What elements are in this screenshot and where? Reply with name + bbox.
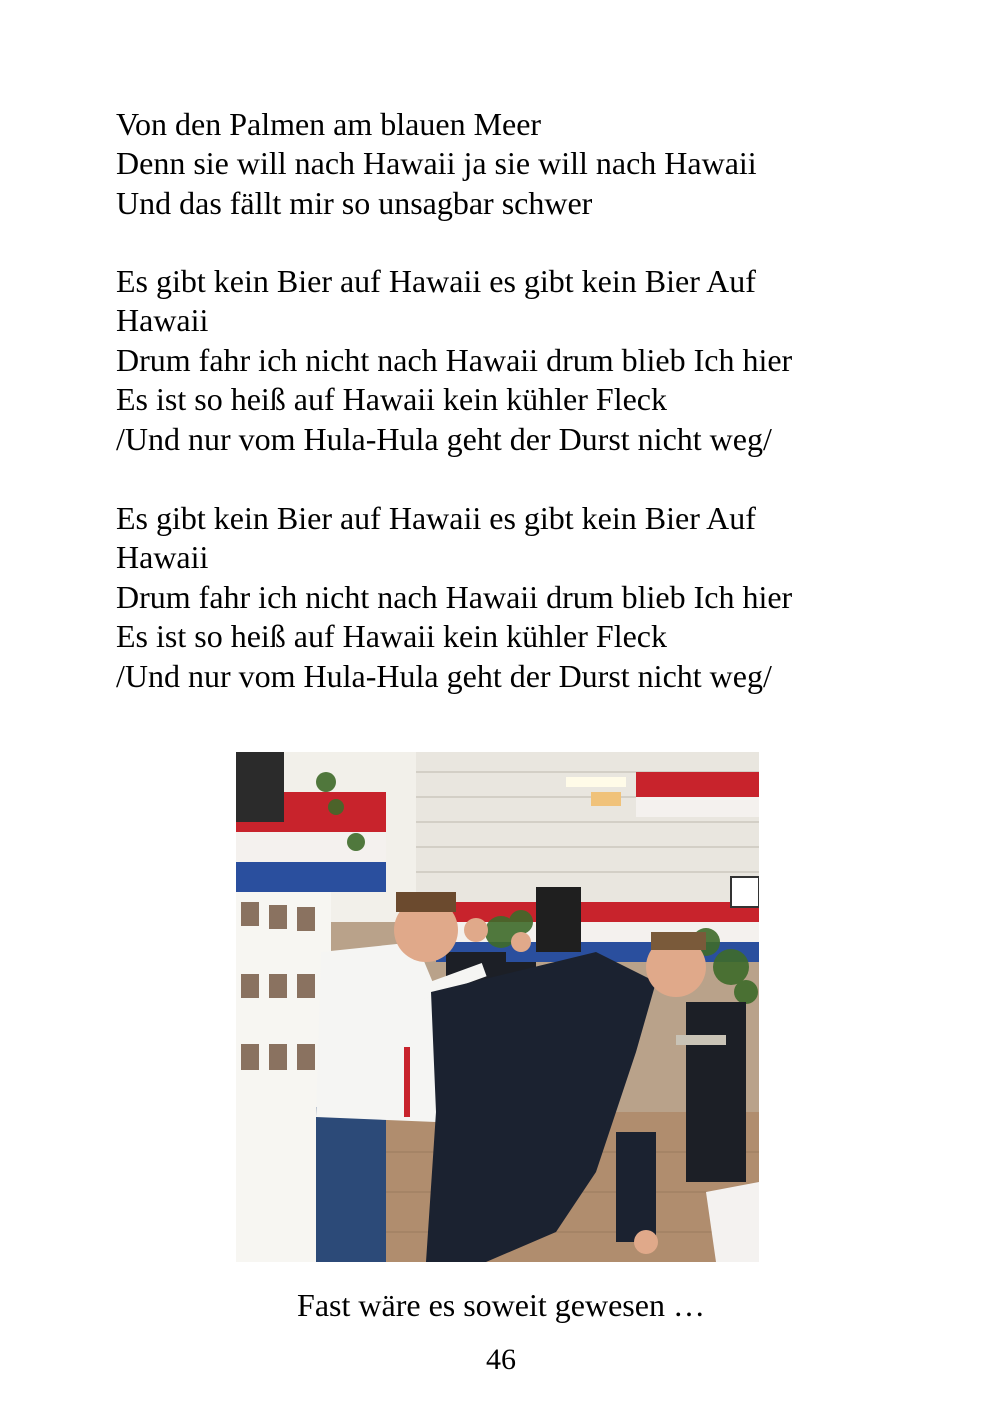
photo-flag-blue	[236, 862, 386, 892]
lyrics-line: Denn sie will nach Hawaii ja sie will nach Hawaii	[116, 145, 757, 182]
lyrics-line: /Und nur vom Hula-Hula geht der Durst nicht weg/	[116, 420, 772, 457]
lyrics-line: Es gibt kein Bier auf Hawaii es gibt kein Bier Auf	[116, 263, 756, 299]
event-photo	[236, 752, 759, 1262]
lyrics-line: Von den Palmen am blauen Meer	[116, 106, 542, 142]
lyrics-line: Und das fällt mir so unsagbar schwer	[116, 184, 593, 221]
lyrics-line: Drum fahr ich nicht nach Hawaii drum blieb Ich hier	[116, 578, 793, 615]
photo-sign	[236, 752, 284, 822]
lyrics-stanza-1	[116, 105, 916, 223]
lyrics-line: Es ist so heiß auf Hawaii kein kühler Fleck	[116, 381, 667, 418]
lyrics-line: Hawaii	[116, 302, 209, 339]
photo-trumpet	[676, 1035, 726, 1045]
photo-caption: Fast wäre es soweit gewesen …	[297, 1287, 705, 1323]
lyrics-stanza-2	[116, 262, 916, 459]
lyrics-line: /Und nur vom Hula-Hula geht der Durst nicht weg/	[116, 657, 772, 694]
photo-speaker	[536, 887, 581, 952]
lyrics-line: Hawaii	[116, 539, 209, 576]
lyrics-stanza-3	[116, 499, 916, 696]
lyrics-line: Es gibt kein Bier auf Hawaii es gibt kein Bier Auf	[116, 500, 756, 536]
lyrics-line: Es ist so heiß auf Hawaii kein kühler Fleck	[116, 618, 667, 655]
page-number: 46	[486, 1343, 516, 1376]
lyrics-line: Drum fahr ich nicht nach Hawaii drum blieb Ich hier	[116, 341, 793, 378]
